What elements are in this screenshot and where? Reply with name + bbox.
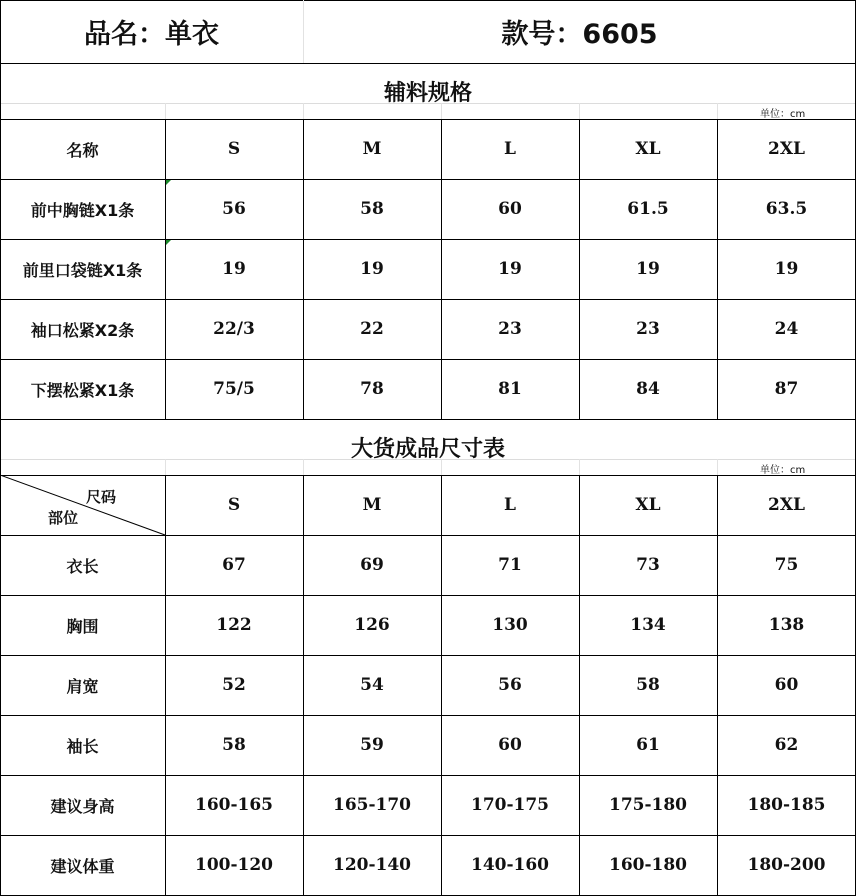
row-label: 建议身高	[50, 796, 115, 816]
table-cell: 23	[498, 319, 522, 339]
table-cell: 165-170	[332, 795, 412, 815]
table-cell: 73	[636, 555, 660, 575]
table-cell: 122	[216, 615, 252, 635]
row-label: 袖口松紧X2条	[30, 320, 135, 340]
table-cell: 54	[360, 675, 384, 695]
size-header: XL	[635, 495, 661, 515]
table-cell: 67	[222, 555, 246, 575]
product-name: 品名：单衣	[84, 19, 219, 50]
table-cell: 75	[774, 555, 799, 575]
corner-diagonal	[0, 475, 166, 536]
table-cell: 180-185	[747, 795, 826, 815]
comment-marker	[166, 180, 171, 185]
table-cell: 180-200	[747, 855, 826, 875]
header-cell: S	[227, 139, 241, 159]
table-cell: 52	[222, 675, 246, 695]
header-cell: 名称	[66, 140, 99, 160]
table-cell: 19	[498, 259, 522, 279]
table-cell: 84	[636, 379, 660, 399]
row-label: 下摆松紧X1条	[30, 380, 135, 400]
header-cell: 2XL	[768, 139, 805, 159]
table-cell: 71	[498, 555, 522, 575]
table-cell: 81	[498, 379, 522, 399]
table-cell: 22/3	[213, 319, 255, 339]
table-cell: 160-180	[608, 855, 688, 875]
row-label: 建议体重	[50, 856, 115, 876]
table-cell: 69	[360, 555, 384, 575]
row-label: 肩宽	[66, 676, 99, 696]
table-cell: 130	[492, 615, 528, 635]
size-header: S	[227, 495, 241, 515]
table-cell: 63.5	[765, 199, 808, 219]
table-cell: 175-180	[608, 795, 688, 815]
table-cell: 134	[630, 615, 666, 635]
style-number: 款号：6605	[501, 19, 658, 50]
table-cell: 22	[360, 319, 384, 339]
header-cell: XL	[635, 139, 661, 159]
row-label: 袖长	[66, 736, 99, 756]
table-cell: 61	[636, 735, 660, 755]
table-cell: 24	[774, 319, 799, 339]
table-cell: 170-175	[470, 795, 550, 815]
size-header: L	[504, 495, 516, 515]
size-header: 2XL	[768, 495, 805, 515]
table-cell: 61.5	[627, 199, 669, 219]
table-cell: 120-140	[332, 855, 412, 875]
table-cell: 78	[360, 379, 384, 399]
table-cell: 58	[222, 735, 246, 755]
table-cell: 60	[498, 199, 522, 219]
table-cell: 59	[360, 735, 384, 755]
table-cell: 160-165	[194, 795, 274, 815]
accessories-title: 辅料规格	[383, 81, 472, 106]
size-chart-title: 大货成品尺寸表	[350, 437, 505, 462]
header-cell: L	[504, 139, 516, 159]
table-cell: 100-120	[194, 855, 274, 875]
corner-size-label: 尺码	[86, 488, 117, 506]
table-cell: 138	[768, 615, 805, 635]
table-cell: 23	[636, 319, 660, 339]
table-cell: 19	[222, 259, 246, 279]
table-cell: 87	[774, 379, 799, 399]
table-cell: 58	[360, 199, 384, 219]
table-cell: 60	[498, 735, 522, 755]
comment-marker	[166, 240, 171, 245]
row-label: 衣长	[66, 556, 99, 576]
table-cell: 62	[774, 735, 799, 755]
size-header: M	[362, 495, 382, 515]
size-chart-unit: 单位：cm	[760, 465, 806, 476]
table-cell: 140-160	[470, 855, 550, 875]
table-cell: 58	[636, 675, 660, 695]
row-label: 前里口袋链X1条	[22, 260, 143, 280]
table-cell: 75/5	[213, 379, 255, 399]
corner-part-label: 部位	[48, 509, 79, 527]
table-cell: 56	[498, 675, 522, 695]
table-cell: 19	[636, 259, 660, 279]
header-cell: M	[362, 139, 382, 159]
table-cell: 60	[774, 675, 799, 695]
table-cell: 19	[360, 259, 384, 279]
table-cell: 126	[354, 615, 390, 635]
row-label: 前中胸链X1条	[30, 200, 135, 220]
accessories-unit: 单位：cm	[760, 109, 806, 120]
row-label: 胸围	[66, 616, 99, 636]
table-cell: 19	[774, 259, 799, 279]
table-cell: 56	[222, 199, 246, 219]
